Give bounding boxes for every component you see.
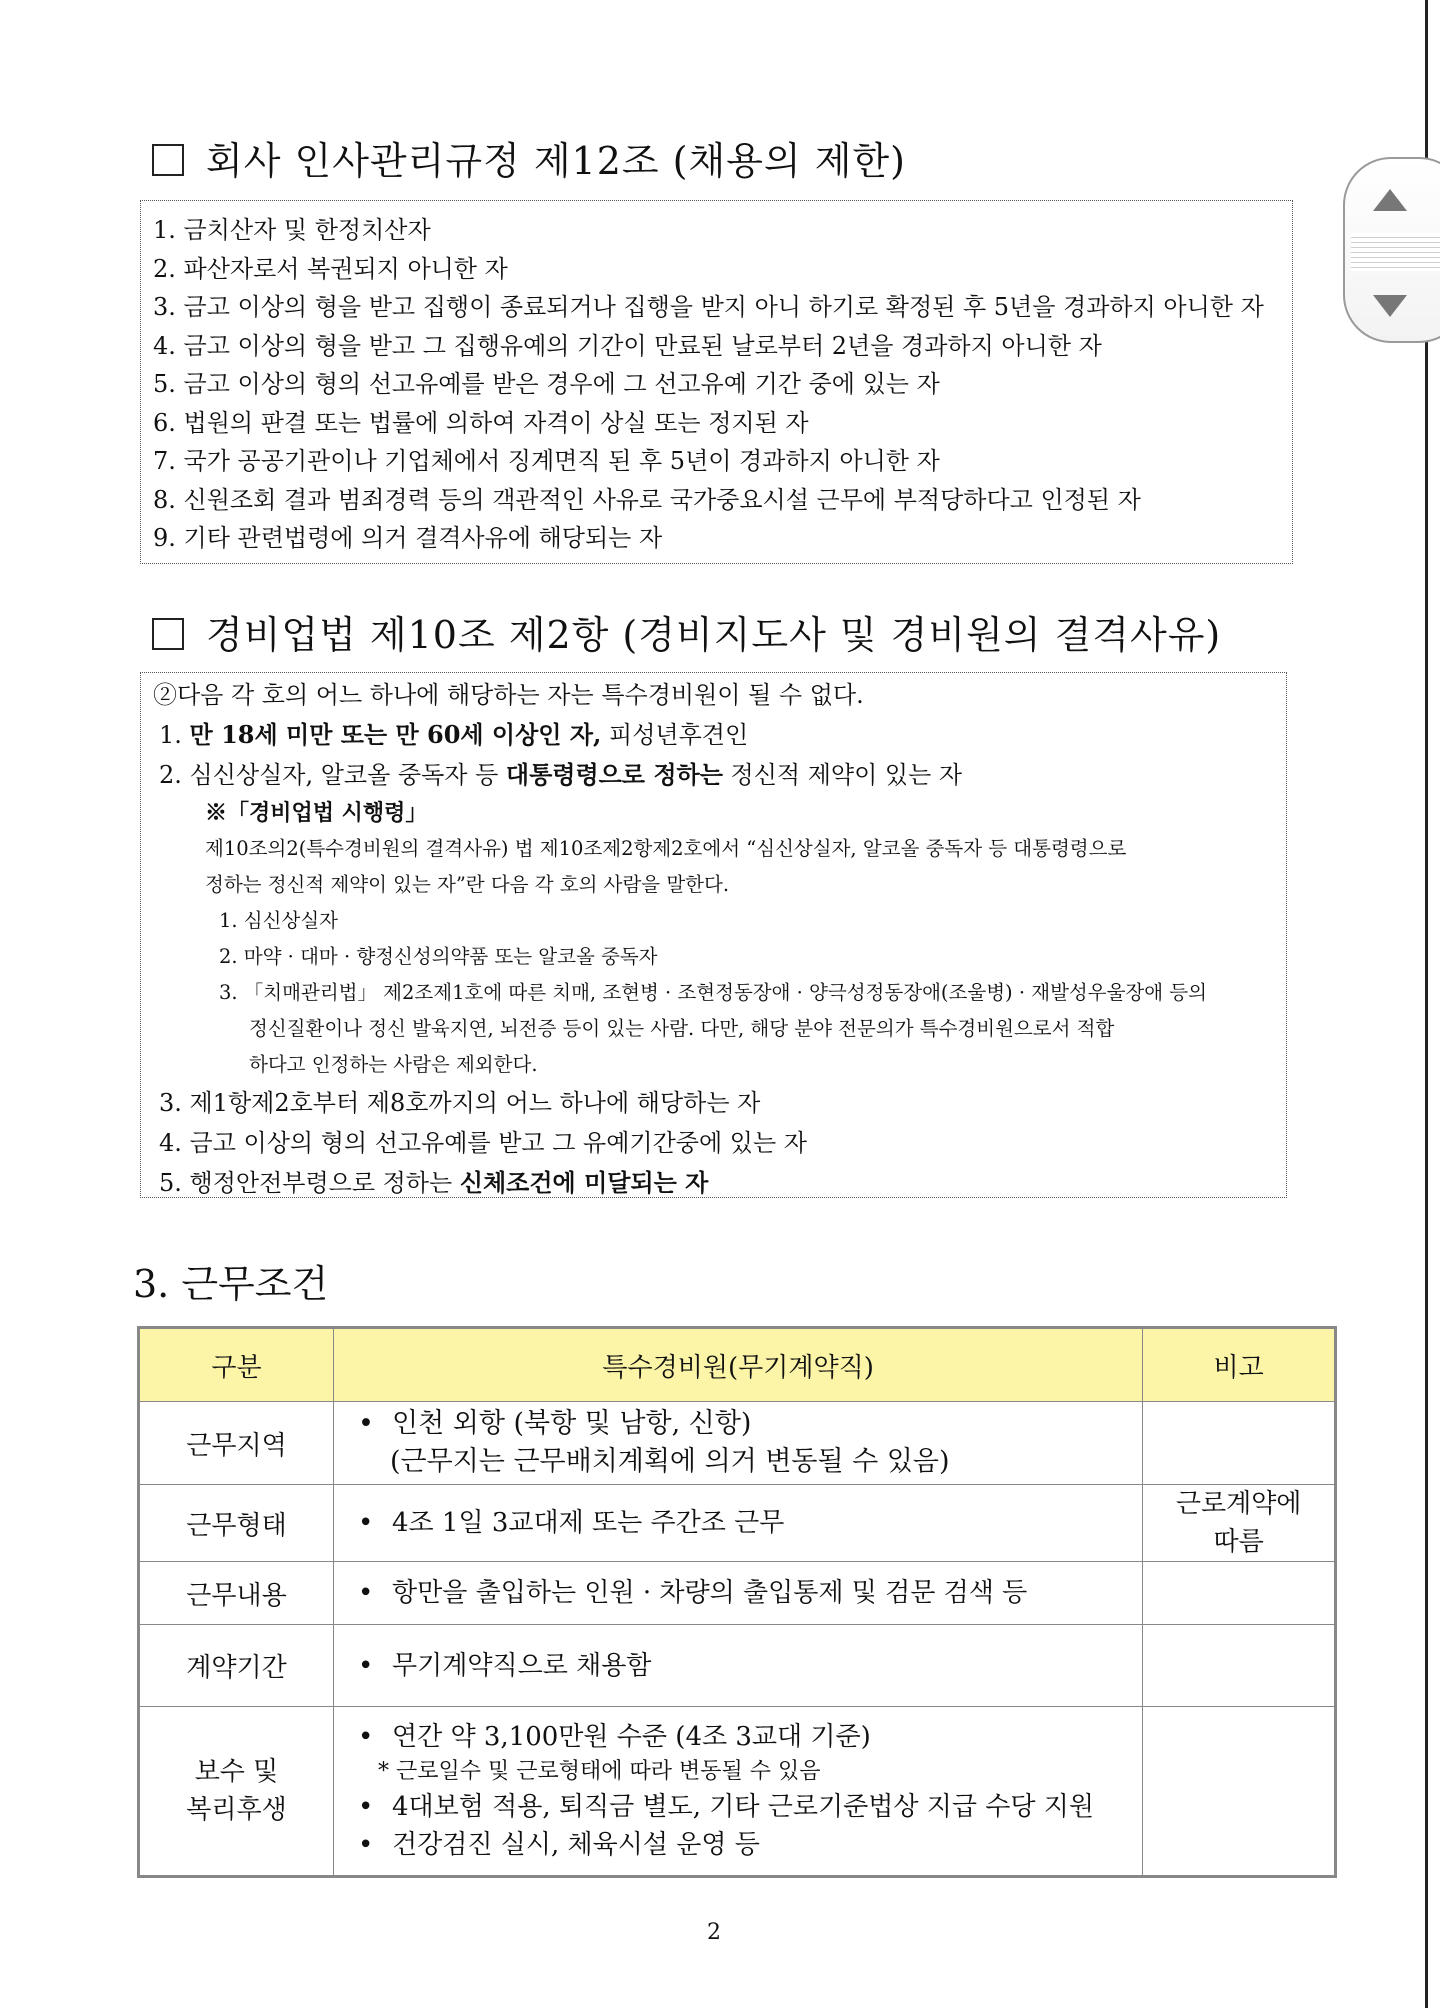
scroll-grip[interactable]: [1351, 233, 1440, 271]
conditions-table: [137, 1326, 1337, 1878]
row-label: 근무형태: [139, 1485, 334, 1562]
list-item: 3. 제1항제2호부터 제8호까지의 어느 하나에 해당하는 자: [159, 1089, 761, 1117]
cell-footnote: * 근로일수 및 근로형태에 따라 변동될 수 있음: [378, 1759, 821, 1784]
section1-title: 회사 인사관리규정 제12조 (채용의 제한): [206, 139, 906, 183]
cell-text: • 인천 외항 (북항 및 남항, 신항): [354, 1405, 1142, 1443]
bold-text: 대통령령으로 정하는: [505, 760, 723, 789]
note-subitem: 3. 「치매관리법」 제2조제1호에 따른 치매, 조현병 · 조현정동장애 · 양극성정동장애(조울병) · 재발성우울장애 등의: [219, 981, 1207, 1004]
item-text: 피성년후견인: [601, 721, 749, 749]
list-item: 5. 금고 이상의 형의 선고유예를 받은 경우에 그 선고유예 기간 중에 있는 자: [153, 370, 940, 398]
list-item: 8. 신원조회 결과 범죄경력 등의 객관적인 사유로 국가중요시설 근무에 부적당하다고 인정된 자: [153, 485, 1141, 514]
list-item: 4. 금고 이상의 형의 선고유예를 받고 그 유예기간중에 있는 자: [159, 1129, 807, 1157]
header-remark: 비고: [1143, 1328, 1336, 1402]
table-row: [139, 1707, 1336, 1877]
cell-text: • 항만을 출입하는 인원 · 차량의 출입통제 및 검문 검색 등: [354, 1574, 1142, 1612]
row-remark-empty: [1143, 1402, 1336, 1485]
row-remark-empty: [1143, 1625, 1336, 1707]
list-item: 3. 금고 이상의 형을 받고 집행이 종료되거나 집행을 받지 아니 하기로 확정된 후 5년을 경과하지 아니한 자: [153, 293, 1264, 321]
list-item: 9. 기타 관련법령에 의거 결격사유에 해당되는 자: [153, 524, 663, 552]
note-subitem-cont: 하다고 인정하는 사람은 제외한다.: [249, 1053, 538, 1076]
checkbox-square-icon: [152, 618, 184, 650]
list-item: [153, 715, 1286, 755]
row-label: 근무내용: [139, 1562, 334, 1625]
section3-title: 3. 근무조건: [133, 1262, 329, 1306]
bold-text: 신체조건에 미달되는 자: [459, 1168, 709, 1197]
section1-box: [140, 200, 1293, 564]
checkbox-square-icon: [152, 144, 184, 176]
note-title: ※「경비업법 시행령」: [205, 800, 428, 826]
list-item: 6. 법원의 판결 또는 법률에 의하여 자격이 상실 또는 정지된 자: [153, 408, 809, 437]
note-line: 정하는 정신적 제약이 있는 자”란 다음 각 호의 사람을 말한다.: [205, 873, 730, 896]
table-row: [139, 1485, 1336, 1562]
note-subitem: 1. 심신상실자: [219, 909, 338, 932]
item-number: 1.: [159, 721, 190, 749]
table-header-row: [139, 1328, 1336, 1402]
row-label-line: 보수 및: [194, 1757, 279, 1787]
list-item: 1. 금치산자 및 한정치산자: [153, 216, 431, 244]
note-line: 제10조의2(특수경비원의 결격사유) 법 제10조제2항제2호에서 “심신상실자, 알코올 중독자 등 대통령령으로: [205, 837, 1127, 860]
note-subitem-cont: 정신질환이나 정신 발육지연, 뇌전증 등이 있는 사람. 다만, 해당 분야 전문의가 특수경비원으로서 적합: [249, 1017, 1115, 1040]
row-remark-empty: [1143, 1562, 1336, 1625]
intro-text: ②다음 각 호의 어느 하나에 해당하는 자는 특수경비원이 될 수 없다.: [153, 681, 864, 709]
page-number: 2: [707, 1920, 721, 1945]
list-item: [153, 755, 1286, 795]
row-value: [334, 1562, 1143, 1625]
cell-text: • 연간 약 3,100만원 수준 (4조 3교대 기준): [354, 1718, 1142, 1756]
table-row: [139, 1562, 1336, 1625]
item-text: 2. 심신상실자, 알코올 중독자 등: [159, 761, 506, 789]
table-row: [139, 1402, 1336, 1485]
header-position: 특수경비원(무기계약직): [334, 1328, 1143, 1402]
row-remark-empty: [1143, 1707, 1336, 1877]
cell-text: • 무기계약직으로 채용함: [354, 1647, 1142, 1685]
row-label: [139, 1707, 334, 1877]
section2-title: 경비업법 제10조 제2항 (경비지도사 및 경비원의 결격사유): [206, 613, 1222, 657]
note-subitem: 2. 마약 · 대마 · 향정신성의약품 또는 알코올 중독자: [219, 945, 658, 968]
section2-heading: [152, 604, 1221, 659]
section2-box: [140, 672, 1287, 1198]
table-row: [139, 1625, 1336, 1707]
list-item: 2. 파산자로서 복권되지 아니한 자: [153, 254, 508, 283]
scroll-widget[interactable]: [1343, 157, 1440, 343]
cell-text: (근무지는 근무배치계획에 의거 변동될 수 있음): [390, 1446, 950, 1477]
remark-text: 따름: [1213, 1527, 1264, 1557]
list-item: 4. 금고 이상의 형을 받고 그 집행유예의 기간이 만료된 날로부터 2년을 경과하지 아니한 자: [153, 331, 1102, 360]
item-text: 5. 행정안전부령으로 정하는: [159, 1169, 460, 1197]
row-label: 계약기간: [139, 1625, 334, 1707]
row-label-line: 복리후생: [186, 1795, 287, 1825]
cell-text: • 4대보험 적용, 퇴직금 별도, 기타 근로기준법상 지급 수당 지원: [354, 1788, 1142, 1826]
row-remark: [1143, 1485, 1336, 1562]
cell-text: • 4조 1일 3교대제 또는 주간조 근무: [354, 1504, 1142, 1542]
row-value: [334, 1485, 1143, 1562]
row-value: [334, 1625, 1143, 1707]
arrow-up-icon[interactable]: [1373, 189, 1407, 211]
row-value: [334, 1707, 1143, 1877]
remark-text: 근로계약에: [1175, 1489, 1302, 1519]
row-label: 근무지역: [139, 1402, 334, 1485]
row-value: [334, 1402, 1143, 1485]
header-category: 구분: [139, 1328, 334, 1402]
cell-text: • 건강검진 실시, 체육시설 운영 등: [354, 1826, 1142, 1864]
list-item: [153, 1163, 1286, 1203]
item-text: 정신적 제약이 있는 자: [722, 761, 963, 789]
section1-heading: [152, 130, 906, 185]
arrow-down-icon[interactable]: [1373, 295, 1407, 317]
list-item: 7. 국가 공공기관이나 기업체에서 징계면직 된 후 5년이 경과하지 아니한 자: [153, 447, 940, 475]
bold-text: 만 18세 미만 또는 만 60세 이상인 자,: [189, 720, 602, 749]
